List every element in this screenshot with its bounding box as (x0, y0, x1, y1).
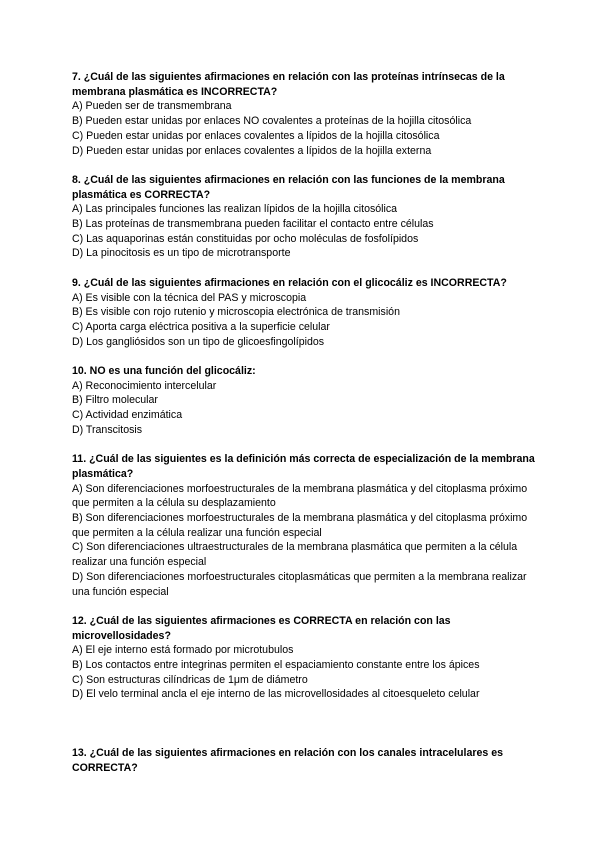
option-c: C) Pueden estar unidas por enlaces covalentes a lípidos de la hojilla citosólica (72, 129, 440, 142)
option-c: C) Son diferenciaciones ultraestructurales de la membrana plasmática que permiten a la célula realizar una función especial (72, 541, 518, 569)
option-c: C) Actividad enzimática (72, 409, 183, 422)
question-title: 8. ¿Cuál de las siguientes afirmaciones en relación con las funciones de la membrana plasmática es CORRECTA? (72, 173, 505, 201)
option-b: B) Pueden estar unidas por enlaces NO covalentes a proteínas de la hojilla citosólica (72, 115, 472, 128)
question-title: 9. ¿Cuál de las siguientes afirmaciones en relación con el glicocáliz es INCORRECTA? (72, 276, 507, 289)
question-10 (72, 364, 542, 438)
option-b: B) Son diferenciaciones morfoestructurales de la membrana plasmática y del citoplasma próximo que permiten a la célula realizar una función especial (72, 512, 528, 539)
spacer (72, 158, 542, 173)
question-8 (72, 173, 542, 261)
option-a: A) Son diferenciaciones morfoestructurales de la membrana plasmática y del citoplasma próximo que permiten a la célula su desplazamiento (72, 482, 528, 510)
option-d: D) Pueden estar unidas por enlaces covalentes a lípidos de la hojilla externa (72, 144, 432, 157)
spacer (72, 349, 542, 364)
option-b: B) Es visible con rojo rutenio y microscopia electrónica de transmisión (72, 306, 400, 319)
question-13 (72, 746, 542, 775)
option-d: D) La pinocitosis es un tipo de microtransporte (72, 247, 291, 260)
question-11 (72, 452, 542, 599)
question-title: 13. ¿Cuál de las siguientes afirmaciones en relación con los canales intracelulares es CORRECTA? (72, 747, 503, 774)
question-12 (72, 614, 542, 702)
option-b: B) Los contactos entre integrinas permiten el espaciamiento constante entre los ápices (72, 659, 480, 672)
question-title: 10. NO es una función del glicocáliz: (72, 365, 256, 378)
spacer (72, 599, 542, 614)
spacer (72, 438, 542, 453)
spacer (72, 702, 542, 746)
option-d: D) Transcitosis (72, 423, 143, 436)
question-7 (72, 70, 542, 158)
question-list (72, 70, 542, 776)
option-a: A) Pueden ser de transmembrana (72, 100, 232, 113)
question-title: 7. ¿Cuál de las siguientes afirmaciones en relación con las proteínas intrínsecas de la membrana plasmática es INCORRECTA? (72, 71, 505, 98)
option-d: D) El velo terminal ancla el eje interno de las microvellosidades al citoesqueleto celular (72, 688, 480, 701)
question-9 (72, 276, 542, 350)
spacer (72, 261, 542, 276)
option-a: A) El eje interno está formado por microtubulos (72, 644, 294, 657)
question-title: 12. ¿Cuál de las siguientes afirmaciones es CORRECTA en relación con las microvellosidades? (72, 614, 451, 642)
option-d: D) Los gangliósidos son un tipo de glicoesfingolípidos (72, 335, 325, 348)
option-a: A) Reconocimiento intercelular (72, 379, 217, 392)
option-b: B) Filtro molecular (72, 394, 158, 407)
option-c: C) Aporta carga eléctrica positiva a la superficie celular (72, 320, 330, 333)
option-a: A) Las principales funciones las realizan lípidos de la hojilla citosólica (72, 203, 398, 216)
option-c: C) Son estructuras cilíndricas de 1μm de diámetro (72, 673, 308, 686)
option-a: A) Es visible con la técnica del PAS y microscopia (72, 291, 307, 304)
question-title: 11. ¿Cuál de las siguientes es la definición más correcta de especialización de la membrana plasmática? (72, 453, 535, 480)
option-c: C) Las aquaporinas están constituidas por ocho moléculas de fosfolípidos (72, 232, 419, 245)
option-d: D) Son diferenciaciones morfoestructurales citoplasmáticas que permiten a la membrana realizar una función especial (72, 570, 527, 598)
option-b: B) Las proteínas de transmembrana pueden facilitar el contacto entre células (72, 218, 434, 231)
